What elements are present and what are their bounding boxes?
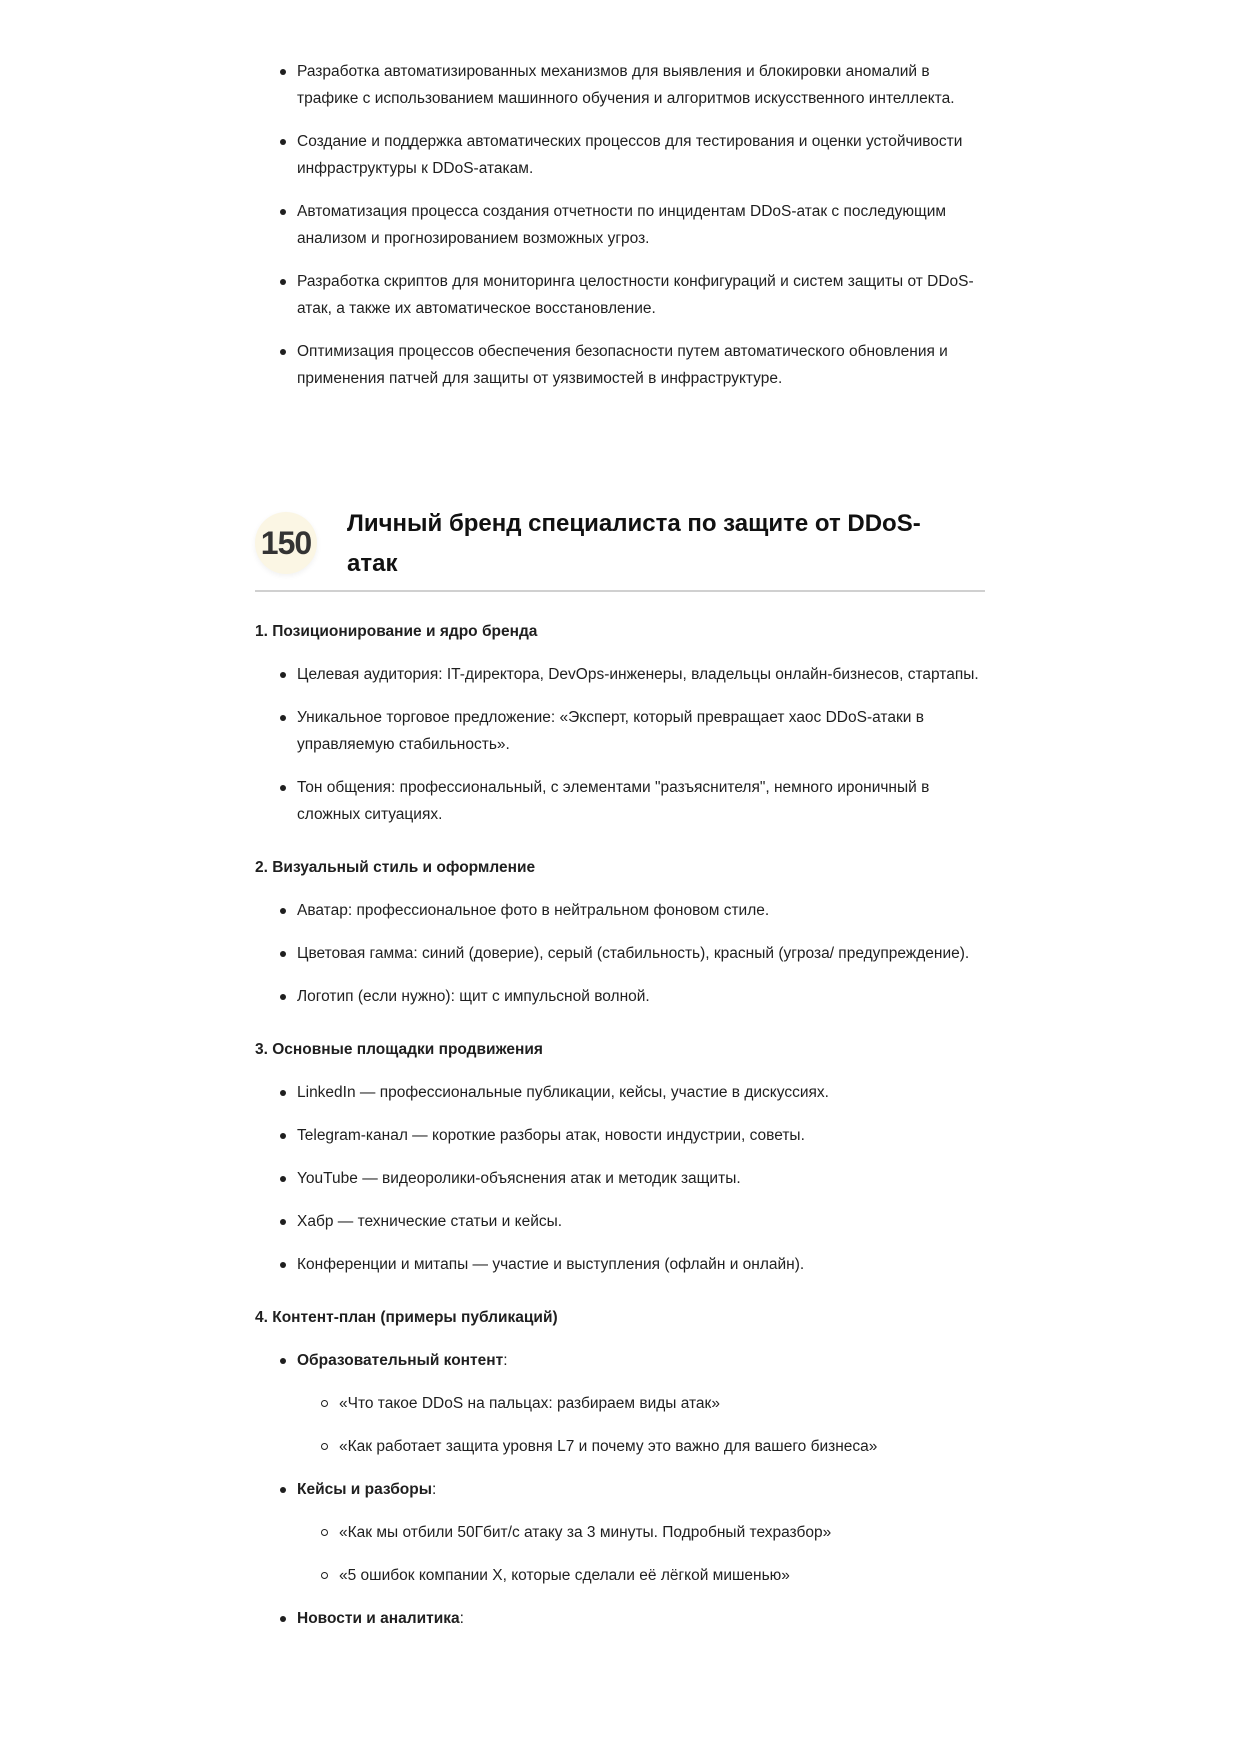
sublist-item: «Как мы отбили 50Гбит/с атаку за 3 минуты. Подробный техразбор» (339, 1519, 985, 1546)
sublist-item: «Что такое DDoS на пальцах: разбираем виды атак» (339, 1390, 985, 1417)
list-item: Образовательный контент: «Что такое DDoS на пальцах: разбираем виды атак» «Как работает защита уровня L7 и почему это важно для вашего бизнеса» (297, 1347, 985, 1460)
section-number-badge: 150 (255, 512, 317, 574)
list-item: Уникальное торговое предложение: «Эксперт, который превращает хаос DDoS-атаки в управляемую стабильность». (297, 704, 985, 758)
list-item: Тон общения: профессиональный, с элементами "разъяснителя", немного ироничный в сложных ситуациях. (297, 774, 985, 828)
content-plan-list (255, 1347, 985, 1632)
automation-list (255, 58, 985, 392)
list-item: Создание и поддержка автоматических процессов для тестирования и оценки устойчивости инфраструктуры к DDoS-атакам. (297, 128, 985, 182)
list-item: Логотип (если нужно): щит с импульсной волной. (297, 983, 985, 1010)
document (255, 58, 985, 1648)
subsection-heading: 3. Основные площадки продвижения (255, 1041, 543, 1058)
subsection-heading: 1. Позиционирование и ядро бренда (255, 623, 538, 640)
sublist-item: «5 ошибок компании X, которые сделали её лёгкой мишенью» (339, 1562, 985, 1589)
list-item: Кейсы и разборы: «Как мы отбили 50Гбит/с атаку за 3 минуты. Подробный техразбор» «5 ошибок компании X, которые сделали её лёгкой мишенью» (297, 1476, 985, 1589)
group-label: Образовательный контент (297, 1352, 504, 1369)
section-title: Личный бренд специалиста по защите от DDoS-атак (347, 510, 921, 577)
section-header (255, 504, 985, 592)
list-item: Разработка автоматизированных механизмов для выявления и блокировки аномалий в трафике с использованием машинного обучения и алгоритмов искусственного интеллекта. (297, 58, 985, 112)
list-item: Цветовая гамма: синий (доверие), серый (стабильность), красный (угроза/ предупреждение). (297, 940, 985, 967)
group-label: Кейсы и разборы (297, 1481, 432, 1498)
list-item: Telegram-канал — короткие разборы атак, новости индустрии, советы. (297, 1122, 985, 1149)
positioning-list (255, 661, 985, 828)
list-item: Аватар: профессиональное фото в нейтральном фоновом стиле. (297, 897, 985, 924)
sublist-item: «Как работает защита уровня L7 и почему это важно для вашего бизнеса» (339, 1433, 985, 1460)
subsection-heading: 4. Контент-план (примеры публикаций) (255, 1309, 558, 1326)
list-item: Оптимизация процессов обеспечения безопасности путем автоматического обновления и применения патчей для защиты от уязвимостей в инфраструктуре. (297, 338, 985, 392)
subsection-heading: 2. Визуальный стиль и оформление (255, 859, 536, 876)
group-label: Новости и аналитика (297, 1610, 460, 1627)
list-item: YouTube — видеоролики-объяснения атак и методик защиты. (297, 1165, 985, 1192)
list-item: Автоматизация процесса создания отчетности по инцидентам DDoS-атак с последующим анализом и прогнозированием возможных угроз. (297, 198, 985, 252)
visual-style-list (255, 897, 985, 1010)
list-item: Хабр — технические статьи и кейсы. (297, 1208, 985, 1235)
list-item: Новости и аналитика: (297, 1605, 985, 1632)
sublist (297, 1390, 985, 1460)
platforms-list (255, 1079, 985, 1278)
sublist (297, 1519, 985, 1589)
list-item: Конференции и митапы — участие и выступления (офлайн и онлайн). (297, 1251, 985, 1278)
list-item: Разработка скриптов для мониторинга целостности конфигураций и систем защиты от DDoS-атак, а также их автоматическое восстановление. (297, 268, 985, 322)
list-item: Целевая аудитория: IT-директора, DevOps-инженеры, владельцы онлайн-бизнесов, стартапы. (297, 661, 985, 688)
list-item: LinkedIn — профессиональные публикации, кейсы, участие в дискуссиях. (297, 1079, 985, 1106)
